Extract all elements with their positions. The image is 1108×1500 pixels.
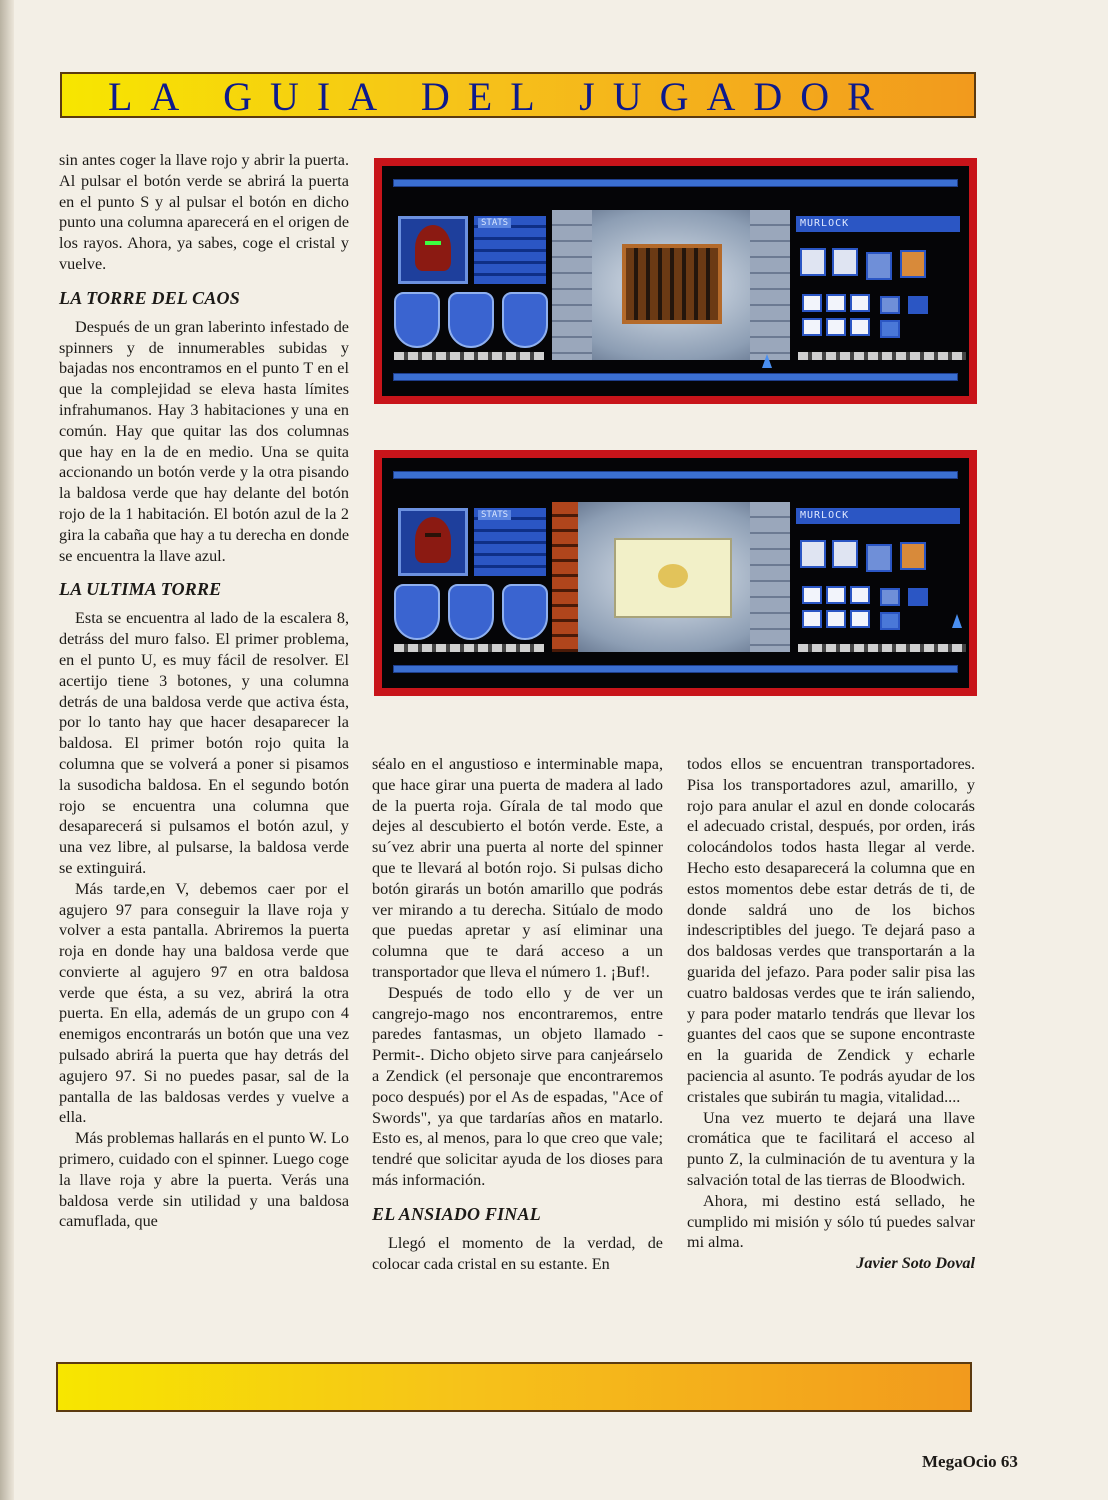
chain-decoration [798,644,966,652]
emblem-icon [658,564,688,588]
paragraph: Esta se encuentra al lado de la escalera 8, detráss del muro falso. El primer problema, en el punto U, es muy fácil de resolver. El acertijo tiene 3 botones, y una columna detrás de una baldosa verde que activa ésta, por lo tanto hay que hacer desaparecer la baldosa. El primer botón rojo quita la columna que se volverá a poner si pisamos la susodicha baldosa. En el segundo botón rojo se encuentra una columna que desaparecerá si pulsamos el botón azul, y una vez libre, al pulsarse, la baldosa verde se extinguirá. [59,609,349,877]
attack-icon [880,588,900,606]
frame-bar [394,180,957,186]
control-panel [796,508,966,648]
pointer-icon [762,354,772,368]
stats-panel [474,216,546,284]
arrow-icon [802,294,822,312]
arrow-icon [850,294,870,312]
paragraph: séalo en el angustioso e interminable mapa, que hace girar una puerta de madera al lado de la puerta roja. Gírala de tal modo que dejes al descubierto el botón verde. Este, a su´vez abrir una puerta al norte del spinner que te llevará al botón rojo. Si pulsas dicho botón girarás un botón amarillo que podrás ver mirando a tu derecha. Sitúalo de modo que puedas apretar y así eliminar una columna que te dará acceso a un transportador que lleva el número 1. ¡Buf!. [372,755,663,981]
game-screenshot-1 [374,158,977,404]
shield-icon [448,584,494,640]
page-title: LA GUIA DEL JUGADOR [108,74,892,119]
author-byline: Javier Soto Doval [856,1254,975,1273]
text-column-1 [59,150,349,1232]
page-number: MegaOcio 63 [922,1452,1018,1471]
section-heading-ultima-torre: LA ULTIMA TORRE [59,579,222,600]
chain-decoration [798,352,966,360]
stats-label: STATS [478,218,511,228]
character-portrait [398,508,468,576]
arrow-icon [826,610,846,628]
shield-small-icon [880,612,900,630]
paragraph: Más tarde,en V, debemos caer por el agujero 97 para conseguir la llave roja y volver a esta pantalla. Abriremos la puerta roja en donde hay una baldosa verde que convierte al agujero 97 en otra baldosa verde que ésta, a su vez, abrirá la otra puerta. En ella, además de un grupo con 4 enemigos encontrarás un botón que una vez pulsado abrirá la puerta que hay detrás del agujero 97. Si no puedes pasar, sal de la pantalla de las baldosas verdes y vuelve a ella. [59,879,349,1127]
frame-bar [394,374,957,380]
arrow-icon [850,610,870,628]
footer-banner [56,1362,972,1412]
arrow-icon [802,610,822,628]
game-screenshot-2 [374,450,977,696]
paragraph: todos ellos se encuentran transportadores. Pisa los transportadores azul, amarillo, y rojo para anular el azul en donde colocarás el adecuado cristal, después, por orden, irás colocándolos todos hasta llegar al verde. Hecho esto desaparecerá la columna que en estos momentos debe estar detrás de ti, de donde saldrá uno de los bichos indescriptibles del juego. Te dejará paso a dos baldosas verdes que transportarán a la guarida del jefazo. Para poder salir pisa las cuatro baldosas verdes que te irán saliendo, y para poder matarlo tendrás que llevar los guantes del caos que se supone encontraste en la guarida de Zendick y echarle paciencia al asunto. Te podrás ayudar de los cristales que subirán tu magia, vitalidad.... [687,755,975,1106]
arrow-icon [802,318,822,336]
pointer-icon [952,614,962,628]
portcullis-door [622,244,722,324]
arrow-icon [850,318,870,336]
frame-bar [394,666,957,672]
character-name: MURLOCK [796,216,960,232]
paragraph: Después de un gran laberinto infestado de spinners y de innumerables subidas y bajadas nos encontramos en el punto T en el que la complejidad se eleva hasta límites infrahumanos. Hay 3 habitaciones y una en común. Hay que quitar las dos columnas que hay en la de en medio. Una se quita accionando un botón verde y la otra pisando la baldosa verde que hay delante del botón rojo de la 1 habitación. El botón azul de la 2 gira la cabaña que hay a tu derecha en donde se encuentra la llave azul. [59,317,349,565]
game-screen [382,166,969,396]
shield-icon [394,584,440,640]
attack-icon [880,296,900,314]
map-icon [866,544,892,572]
frame-bar [394,472,957,478]
section-heading-torre-del-caos: LA TORRE DEL CAOS [59,287,240,308]
shields-row [392,292,548,350]
item-icon [900,542,926,570]
map-icon [866,252,892,280]
stats-panel [474,508,546,576]
section-heading-ansiado-final: EL ANSIADO FINAL [372,1203,541,1224]
wall-banner [614,538,732,618]
control-panel [796,216,966,356]
paragraph: sin antes coger la llave rojo y abrir la puerta. Al pulsar el botón verde se abrirá la puerta en el punto S y al pulsar el botón en dicho punto una columna aparecerá en el origen de los rayos. Ahora, ya sabes, coge el cristal y vuelve. [59,151,349,273]
magic-icon [908,588,928,606]
paragraph: Una vez muerto te dejará una llave cromática que te facilitará el acceso al punto Z, la culminación de tu aventura y la salvación total de las tierras de Bloodwich. [687,1108,975,1189]
text-column-3 [687,754,975,1274]
arrow-icon [826,318,846,336]
dungeon-view [552,502,790,652]
paragraph: Ahora, mi destino está sellado, he cumplido mi misión y sólo tú puedes salvar mi alma. [687,1191,975,1252]
arrow-icon [802,586,822,604]
item-icon [900,250,926,278]
page-spine-shadow [0,0,14,1500]
scroll-icon [832,540,858,568]
chain-decoration [394,644,544,652]
shield-icon [394,292,440,348]
dungeon-view [552,210,790,360]
character-name: MURLOCK [796,508,960,524]
arrow-icon [826,294,846,312]
character-portrait [398,216,468,284]
scroll-icon [832,248,858,276]
shields-row [392,584,548,642]
header-banner [60,72,976,118]
arrow-icon [850,586,870,604]
stats-label: STATS [478,510,511,520]
shield-icon [502,584,548,640]
magic-icon [908,296,928,314]
paragraph: Llegó el momento de la verdad, de colocar cada cristal en su estante. En [372,1233,663,1273]
brick-wall [552,502,578,652]
shield-icon [502,292,548,348]
paragraph: Después de todo ello y de ver un cangrejo-mago nos encontraremos, entre paredes fantasmas, un objeto llamado -Permit-. Dicho objeto sirve para canjeárselo a Zendick (el personaje que encontraremos poco después) por el As de espadas, "Ace of Swords", ya que tardarías años en matarlo. Esto es, al menos, para lo que creo que vale; tendré que solicitar ayuda de los dioses para más información. [372,983,663,1189]
paragraph: Más problemas hallarás en el punto W. Lo primero, cuidado con el spinner. Luego coge la llave roja y abre la puerta. Verás una baldosa verde sin utilidad y una baldosa camuflada, que [59,1129,349,1231]
shield-icon [448,292,494,348]
scroll-icon [800,248,826,276]
scroll-icon [800,540,826,568]
shield-small-icon [880,320,900,338]
game-screen [382,458,969,688]
text-column-2 [372,754,663,1274]
chain-decoration [394,352,544,360]
arrow-icon [826,586,846,604]
